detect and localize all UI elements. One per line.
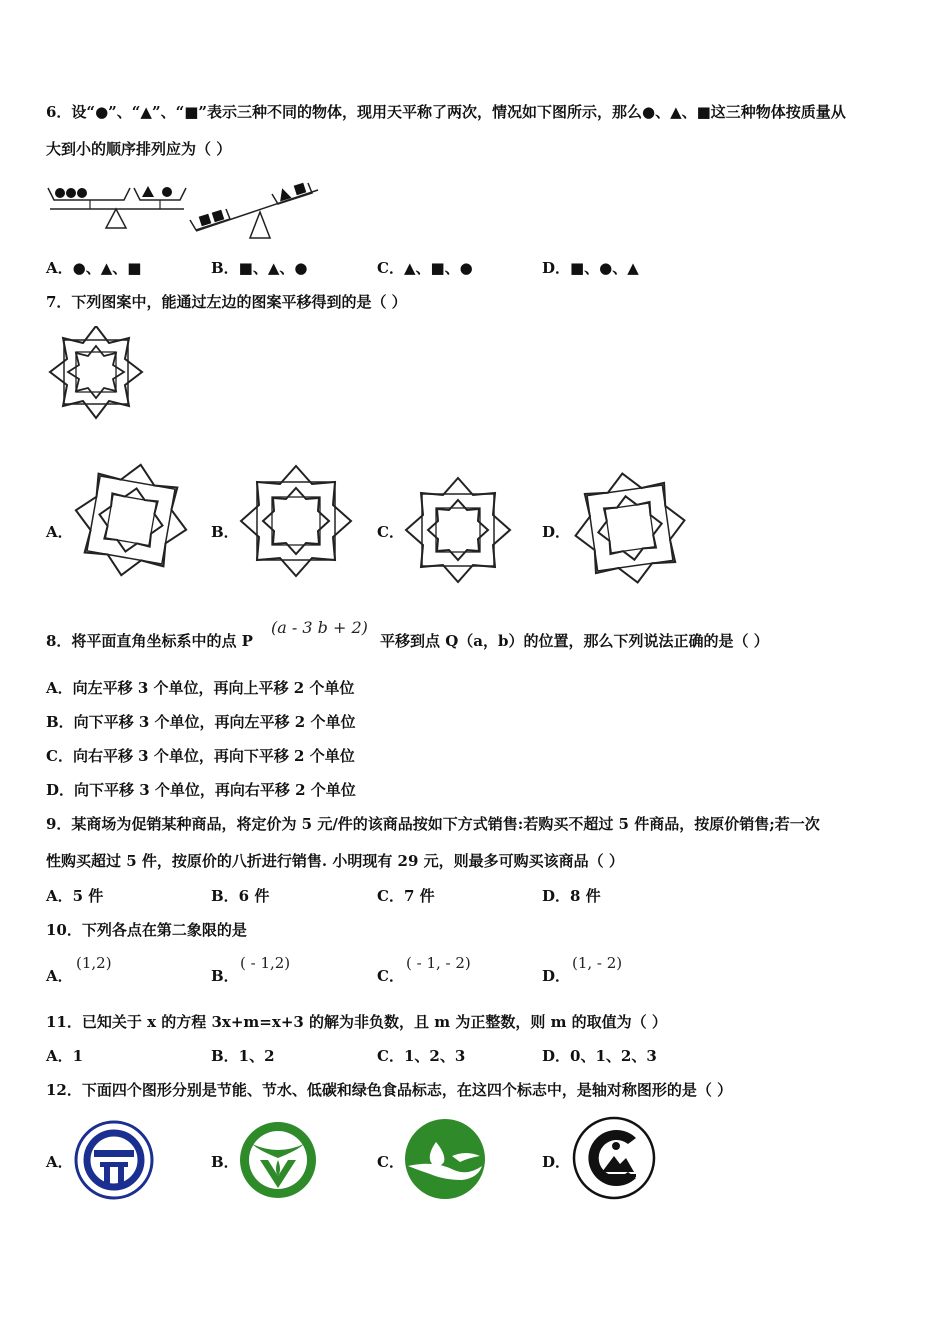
q11-option-b[interactable]: B．1、2 xyxy=(211,1047,275,1065)
low-carbon-logo-icon[interactable] xyxy=(404,1118,486,1200)
q9-option-c[interactable]: C．7 件 xyxy=(377,887,435,905)
q7-text: 7．下列图案中，能通过左边的图案平移得到的是（ ） xyxy=(46,293,407,311)
q7-option-a[interactable]: A． xyxy=(46,523,73,541)
q8-option-a[interactable]: A．向左平移 3 个单位，再向上平移 2 个单位 xyxy=(46,679,355,697)
q10-option-a[interactable]: A． xyxy=(46,967,73,985)
q11-option-a[interactable]: A．1 xyxy=(46,1047,84,1065)
q10-point-b: ( - 1,2) xyxy=(240,954,291,972)
q9-option-d[interactable]: D．8 件 xyxy=(542,887,601,905)
q6-option-b[interactable]: B．■、▲、● xyxy=(211,259,308,277)
q7-reference-pattern xyxy=(46,326,146,422)
q9-text-line1: 9．某商场为促销某种商品，将定价为 5 元/件的该商品按如下方式销售:若购买不超过 5 件商品，按原价销售;若一次 xyxy=(46,815,820,833)
q12-text: 12．下面四个图形分别是节能、节水、低碳和绿色食品标志，在这四个标志中，是轴对称图形的是（ ） xyxy=(46,1081,733,1099)
q9-option-a[interactable]: A．5 件 xyxy=(46,887,104,905)
q10-text: 10．下列各点在第二象限的是 xyxy=(46,921,247,939)
q10-point-a: (1,2) xyxy=(76,954,112,972)
q7-option-a-pattern[interactable] xyxy=(72,460,190,580)
q6-option-d[interactable]: D．■、●、▲ xyxy=(542,259,639,277)
q7-option-d-pattern[interactable] xyxy=(570,470,690,586)
q6-option-a[interactable]: A．●、▲、■ xyxy=(46,259,142,277)
q12-option-d[interactable]: D． xyxy=(542,1153,571,1171)
q9-text-line2: 性购买超过 5 件，按原价的八折进行销售. 小明现有 29 元，则最多可购买该商品（ ） xyxy=(46,852,624,870)
q11-text: 11．已知关于 x 的方程 3x+m=x+3 的解为非负数，且 m 为正整数，则 m 的取值为（ ） xyxy=(46,1013,667,1031)
q8-text-prefix: 8．将平面直角坐标系中的点 P xyxy=(46,632,253,650)
q7-option-d[interactable]: D． xyxy=(542,523,571,541)
q7-option-b[interactable]: B． xyxy=(211,523,239,541)
q8-option-d[interactable]: D．向下平移 3 个单位，再向右平移 2 个单位 xyxy=(46,781,356,799)
q9-option-b[interactable]: B．6 件 xyxy=(211,887,270,905)
q10-point-c: ( - 1, - 2) xyxy=(406,954,471,972)
q12-option-a[interactable]: A． xyxy=(46,1153,73,1171)
q12-option-b[interactable]: B． xyxy=(211,1153,239,1171)
q10-option-c[interactable]: C． xyxy=(377,967,404,985)
green-food-logo-icon[interactable] xyxy=(572,1116,656,1200)
q8-option-b[interactable]: B．向下平移 3 个单位，再向左平移 2 个单位 xyxy=(46,713,356,731)
q11-option-d[interactable]: D．0、1、2、3 xyxy=(542,1047,657,1065)
q6-text-line1: 6．设“●”、“▲”、“■”表示三种不同的物体，现用天平称了两次，情况如下图所示，那么●、▲、■这三种物体按质量从 xyxy=(46,103,846,121)
q12-option-c[interactable]: C． xyxy=(377,1153,404,1171)
q11-option-c[interactable]: C．1、2、3 xyxy=(377,1047,466,1065)
q7-option-c[interactable]: C． xyxy=(377,523,404,541)
q7-option-b-pattern[interactable] xyxy=(238,463,354,579)
balance-tilted-icon xyxy=(190,183,318,238)
q10-option-b[interactable]: B． xyxy=(211,967,239,985)
q8-text-suffix: 平移到点 Q（a，b）的位置，那么下列说法正确的是（ ） xyxy=(380,632,769,650)
balance-level-icon xyxy=(48,186,186,228)
q7-option-c-pattern[interactable] xyxy=(402,476,514,584)
balance-scale-figure xyxy=(46,176,321,244)
q6-text-line2: 大到小的顺序排列应为（ ） xyxy=(46,140,232,158)
energy-saving-logo-icon[interactable] xyxy=(74,1120,154,1200)
q8-option-c[interactable]: C．向右平移 3 个单位，再向下平移 2 个单位 xyxy=(46,747,355,765)
q8-point-p: (a - 3 b + 2) xyxy=(271,618,368,637)
q10-option-d[interactable]: D． xyxy=(542,967,571,985)
q6-option-c[interactable]: C．▲、■、● xyxy=(377,259,473,277)
water-saving-logo-icon[interactable] xyxy=(238,1120,318,1200)
q10-point-d: (1, - 2) xyxy=(572,954,623,972)
